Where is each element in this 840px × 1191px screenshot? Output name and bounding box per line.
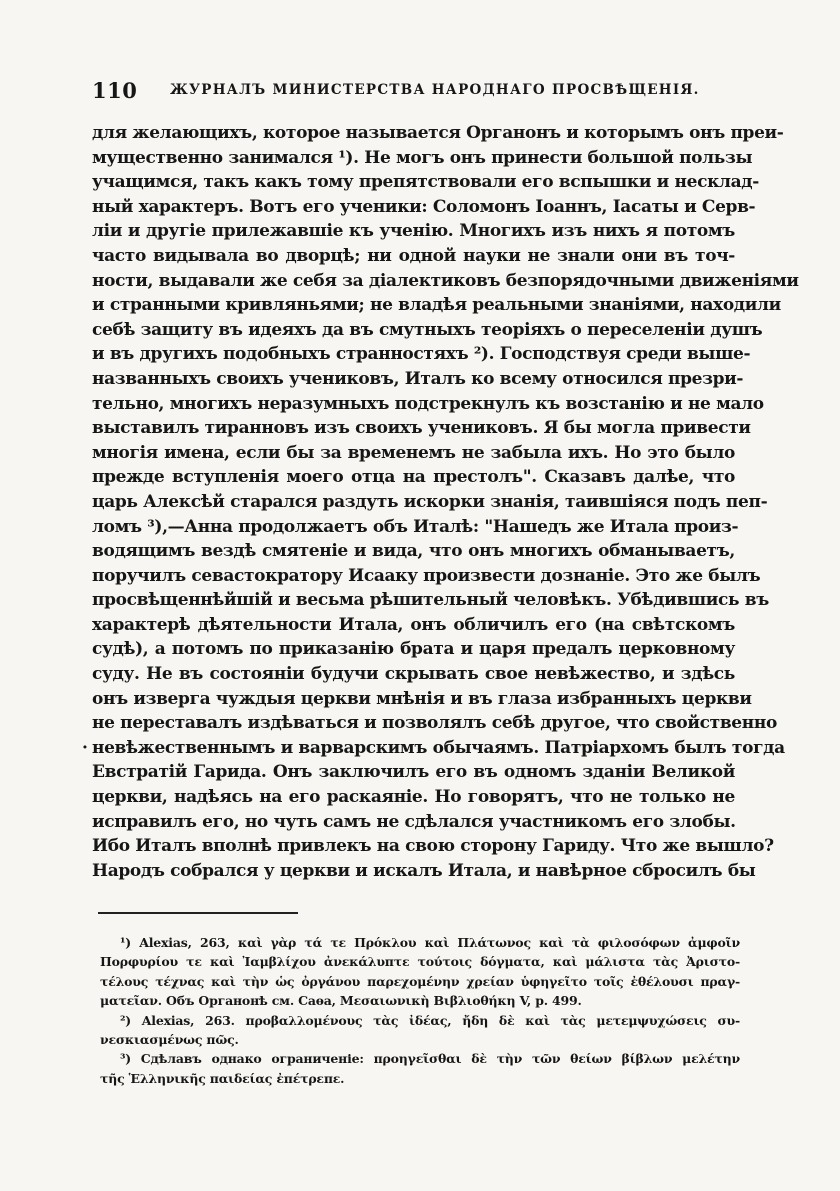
body-line: ломъ ³),—Анна продолжаетъ объ Италѣ: "Нашедъ же Итала произ-	[92, 516, 739, 537]
body-line: просвѣщеннѣйшій и весьма рѣшительный человѣкъ. Убѣдившись въ	[92, 590, 769, 611]
body-line: судѣ), а потомъ по приказанію брата и царя предалъ церковному	[92, 639, 735, 660]
footnote-line: τῆς Ἑλληνικῆς παιδείας ἐπέτρεπε.	[100, 1070, 345, 1086]
journal-title: ЖУРНАЛЪ МИНИСТЕРСТВА НАРОДНАГО ПРОСВѢЩЕНІЯ.	[170, 82, 700, 98]
footnote-line: ματεῖαν. Объ Органонѣ см. Саѳа, Μεσαιωνικὴ Βιβλιοθήκη V, p. 499.	[100, 993, 582, 1009]
body-line: церкви, надѣясь на его раскаяніе. Но говорятъ, что не только не	[92, 787, 735, 808]
body-line: Ибо Италъ вполнѣ привлекъ на свою сторону Гариду. Что же вышло?	[92, 836, 774, 857]
body-line: и въ другихъ подобныхъ странностяхъ ²). Господствуя среди выше-	[92, 344, 751, 365]
footnote-line: ²) Alexias, 263. προβαλλομένους τὰς ἰδέας, ἤδη δὲ καὶ τὰς μετεμψυχώσεις συ-	[120, 1012, 740, 1028]
body-line: Евстратій Гарида. Онъ заключилъ его въ одномъ зданіи Великой	[92, 762, 735, 783]
body-line-with-margin-mark	[82, 736, 785, 761]
body-line: мущественно занимался ¹). Не могъ онъ принести большой пользы	[92, 147, 753, 168]
body-line: поручилъ севастократору Исааку произвести дознаніе. Это же былъ	[92, 565, 761, 586]
body-line: и странными кривляньями; не владѣя реальными знаніями, находили	[92, 295, 781, 316]
body-line: названныхъ своихъ учениковъ, Италъ ко всему относился презри-	[92, 368, 744, 389]
body-line: ліи и другіе прилежавшіе къ ученію. Многихъ изъ нихъ я потомъ	[92, 221, 735, 242]
body-line: тельно, многихъ неразумныхъ подстрекнулъ къ возстанію и не мало	[92, 393, 764, 414]
body-line: прежде вступленія моего отца на престолъ". Сказавъ далѣе, что	[92, 467, 735, 488]
footnotes	[100, 933, 740, 1088]
body-line: ный характеръ. Вотъ его ученики: Соломонъ Іоаннъ, Іасаты и Серв-	[92, 196, 756, 217]
body-line: исправилъ его, но чуть самъ не сдѣлался участникомъ его злобы.	[92, 811, 736, 832]
body-line: выставилъ тиранновъ изъ своихъ учениковъ. Я бы могла привести	[92, 418, 751, 439]
footnote-line: Πορφυρίου τε καὶ Ἰαμβλίχου ἀνεκάλυπτε τούτοις δόγματα, καὶ μάλιστα τὰς Ἀριστο-	[100, 954, 740, 970]
body-line: многія имена, если бы за временемъ не забыла ихъ. Но это было	[92, 442, 735, 463]
body-line: Народъ собрался у церкви и искалъ Итала, и навѣрное сбросилъ бы	[92, 860, 756, 881]
body-line: характерѣ дѣятельности Итала, онъ обличилъ его (на свѣтскомъ	[92, 614, 735, 635]
body-line: невѣжественнымъ и варварскимъ обычаямъ. Патріархомъ былъ тогда	[92, 737, 785, 758]
footnote-line: τέλους τέχνας καὶ τὴν ὡς ὀργάνου παρεχομένην χρείαν ὑφηγεῖτο τοῖς ἐθέλουσι πραγ-	[100, 973, 740, 989]
body-line: не переставалъ издѣваться и позволялъ себѣ другое, что свойственно	[92, 713, 777, 734]
footnote-divider	[98, 912, 298, 914]
body-line: водящимъ вездѣ смятеніе и вида, что онъ многихъ обманываетъ,	[92, 541, 735, 562]
body-line: ности, выдавали же себя за діалектиковъ безпорядочными движеніями	[92, 270, 799, 291]
body-line: себѣ защиту въ идеяхъ да въ смутныхъ теоріяхъ о переселеніи душъ	[92, 319, 763, 340]
running-head	[92, 78, 732, 102]
body-line: суду. Не въ состояніи будучи скрывать свое невѣжество, и здѣсь	[92, 664, 735, 685]
body-line: онъ изверга чуждыя церкви мнѣнія и въ глаза избранныхъ церкви	[92, 688, 752, 709]
page-number: 110	[92, 78, 138, 103]
body-text	[82, 121, 799, 883]
footnote-line: ³) Сдѣлавъ однако ограниченіе: προηγεῖσθαι δὲ τὴν τῶν θείων βίβλων μελέτην	[120, 1051, 740, 1067]
body-line: часто видывала во дворцѣ; ни одной науки не знали они въ точ-	[92, 245, 735, 266]
body-line: учащимся, такъ какъ тому препятствовали его вспышки и несклад-	[92, 172, 759, 193]
body-line: царь Алексѣй старался раздуть искорки знанія, таившіяся подъ пеп-	[92, 491, 768, 512]
footnote-line: ¹) Alexias, 263, καὶ γὰρ τά τε Πρόκλου καὶ Πλάτωνος καὶ τὰ φιλοσόφων ἀμφοῖν	[120, 935, 740, 950]
footnote-line: νεσκιασμένως πῶς.	[100, 1031, 239, 1047]
body-line: для желающихъ, которое называется Органонъ и которымъ онъ преи-	[92, 123, 784, 143]
margin-mark: ·	[82, 737, 88, 758]
